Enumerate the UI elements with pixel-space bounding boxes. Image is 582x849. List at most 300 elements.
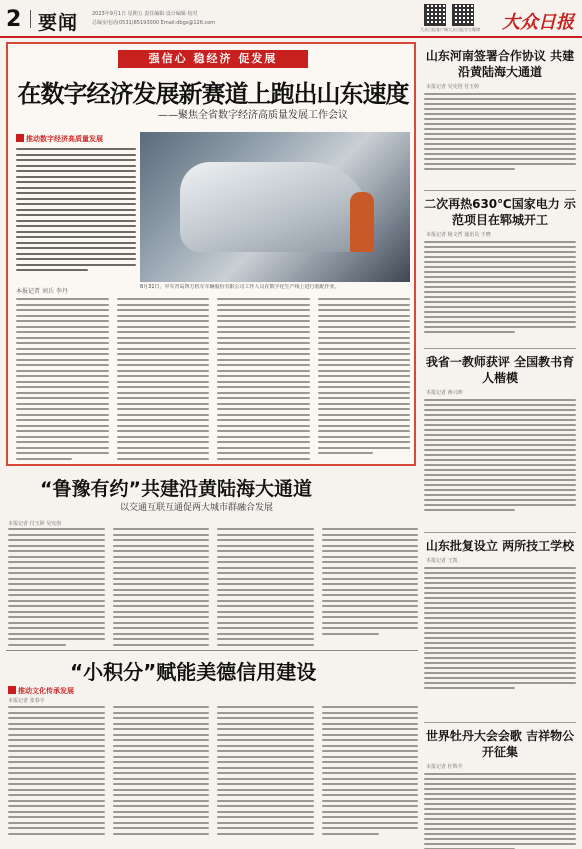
text-line — [424, 637, 576, 639]
text-line — [8, 616, 105, 618]
text-line — [8, 578, 105, 580]
text-line — [8, 605, 105, 607]
text-line — [322, 723, 419, 725]
text-line — [424, 843, 576, 845]
text-line — [113, 778, 210, 780]
text-line — [424, 118, 576, 120]
text-line — [217, 452, 310, 454]
column-divider — [424, 722, 576, 723]
text-line — [424, 123, 576, 125]
text-line — [424, 444, 576, 446]
text-line — [424, 627, 576, 629]
text-line — [424, 612, 576, 614]
text-line — [217, 734, 314, 736]
text-line — [322, 827, 419, 829]
text-line — [424, 291, 576, 293]
text-line — [424, 597, 576, 599]
worker-figure — [350, 192, 374, 252]
text-line — [217, 353, 310, 355]
text-line — [16, 441, 109, 443]
text-line — [424, 803, 576, 805]
text-line — [113, 816, 210, 818]
text-line — [217, 728, 314, 730]
text-line — [318, 425, 411, 427]
text-line — [16, 236, 136, 238]
text-line — [217, 717, 314, 719]
text-line — [424, 469, 576, 471]
editor-note — [16, 148, 136, 278]
text-line — [117, 298, 210, 300]
text-line — [217, 320, 310, 322]
text-line — [113, 600, 210, 602]
text-line — [217, 539, 314, 541]
text-line — [113, 528, 210, 530]
text-line — [8, 811, 105, 813]
body-column — [117, 298, 210, 460]
text-line — [113, 578, 210, 580]
brief-body — [424, 567, 576, 689]
text-line — [424, 499, 576, 501]
text-line — [117, 353, 210, 355]
text-line — [424, 266, 576, 268]
text-line — [424, 108, 576, 110]
text-line — [16, 203, 136, 205]
text-line — [8, 783, 105, 785]
text-line — [424, 246, 576, 248]
text-line — [217, 638, 314, 640]
train-body-image — [180, 162, 370, 252]
text-line — [217, 364, 310, 366]
text-line — [113, 805, 210, 807]
text-line — [424, 813, 576, 815]
text-line — [16, 342, 109, 344]
text-line — [424, 419, 576, 421]
text-line — [424, 617, 576, 619]
text-line — [117, 337, 210, 339]
text-line — [16, 231, 136, 233]
text-line — [318, 452, 374, 454]
text-line — [113, 622, 210, 624]
text-line — [117, 441, 210, 443]
text-line — [16, 209, 136, 211]
body-column — [16, 298, 109, 460]
text-line — [424, 168, 515, 170]
text-line — [322, 578, 419, 580]
text-line — [424, 301, 576, 303]
text-line — [8, 772, 105, 774]
text-line — [318, 309, 411, 311]
text-line — [318, 441, 411, 443]
qr-caption: 大众日报客户端 — [420, 27, 448, 32]
text-line — [16, 392, 109, 394]
text-line — [117, 348, 210, 350]
text-line — [322, 761, 419, 763]
text-line — [16, 436, 109, 438]
text-line — [16, 220, 136, 222]
text-line — [117, 342, 210, 344]
text-line — [424, 281, 576, 283]
text-line — [322, 572, 419, 574]
text-line — [217, 600, 314, 602]
text-line — [16, 359, 109, 361]
page-number: 2 — [6, 7, 22, 32]
text-line — [217, 706, 314, 708]
text-line — [8, 833, 105, 835]
third-headline: “小积分”赋能美德信用建设 — [70, 660, 317, 684]
text-line — [16, 225, 136, 227]
text-line — [322, 561, 419, 563]
text-line — [424, 459, 576, 461]
text-line — [113, 822, 210, 824]
body-column — [113, 528, 210, 650]
page-separator — [30, 10, 31, 28]
tag-square-icon — [8, 686, 16, 694]
text-line — [8, 778, 105, 780]
text-line — [113, 583, 210, 585]
brief-body — [424, 399, 576, 511]
second-byline: 本报记者 付玉婷 吴宪创 — [8, 521, 62, 527]
third-column-tag — [8, 686, 74, 696]
text-line — [318, 375, 411, 377]
text-line — [322, 550, 419, 552]
brief-byline: 本报记者 杨文哲 通讯员 于晓 — [426, 232, 491, 238]
text-line — [113, 534, 210, 536]
text-line — [16, 198, 136, 200]
text-line — [16, 264, 136, 266]
text-line — [424, 103, 576, 105]
text-line — [8, 638, 105, 640]
text-line — [16, 247, 136, 249]
text-line — [16, 181, 136, 183]
brief-byline: 本报记者 蒋兴坤 — [426, 390, 463, 396]
text-line — [318, 392, 411, 394]
text-line — [322, 633, 380, 635]
text-line — [117, 458, 210, 460]
text-line — [318, 408, 411, 410]
text-line — [424, 331, 515, 333]
text-line — [8, 789, 105, 791]
text-line — [322, 706, 419, 708]
text-line — [113, 833, 210, 835]
news-brief — [424, 538, 576, 692]
text-line — [322, 750, 419, 752]
text-line — [8, 745, 105, 747]
news-brief — [424, 728, 576, 849]
text-line — [424, 833, 576, 835]
text-line — [322, 567, 419, 569]
body-column — [322, 706, 419, 842]
text-line — [424, 424, 576, 426]
text-line — [113, 745, 210, 747]
text-line — [113, 589, 210, 591]
text-line — [217, 331, 310, 333]
text-line — [217, 534, 314, 536]
body-column — [217, 298, 310, 460]
text-line — [322, 545, 419, 547]
text-line — [424, 504, 576, 506]
text-line — [16, 320, 109, 322]
text-line — [16, 309, 109, 311]
text-line — [424, 296, 576, 298]
text-line — [16, 214, 136, 216]
text-line — [322, 805, 419, 807]
text-line — [113, 545, 210, 547]
text-line — [217, 561, 314, 563]
text-line — [424, 399, 576, 401]
text-line — [424, 592, 576, 594]
text-line — [117, 452, 210, 454]
text-line — [16, 170, 136, 172]
text-line — [16, 452, 109, 454]
text-line — [217, 304, 310, 306]
text-line — [424, 582, 576, 584]
text-line — [424, 133, 576, 135]
text-line — [322, 816, 419, 818]
text-line — [322, 589, 419, 591]
text-line — [113, 638, 210, 640]
text-line — [16, 353, 109, 355]
text-line — [424, 632, 576, 634]
text-line — [8, 561, 105, 563]
text-line — [8, 545, 105, 547]
brief-title: 世界牡丹大会会歌 吉祥物公开征集 — [425, 729, 575, 759]
text-line — [217, 644, 314, 646]
text-line — [8, 567, 105, 569]
text-line — [113, 761, 210, 763]
text-line — [322, 539, 419, 541]
qr-code-icon — [452, 4, 474, 26]
text-line — [113, 567, 210, 569]
text-line — [424, 163, 576, 165]
text-line — [322, 605, 419, 607]
text-line — [117, 419, 210, 421]
text-line — [318, 298, 411, 300]
text-line — [16, 326, 109, 328]
text-line — [117, 364, 210, 366]
text-line — [424, 587, 576, 589]
text-line — [113, 783, 210, 785]
text-line — [217, 761, 314, 763]
news-brief — [424, 196, 576, 336]
text-line — [217, 381, 310, 383]
text-line — [113, 556, 210, 558]
text-line — [8, 622, 105, 624]
text-line — [322, 616, 419, 618]
text-line — [8, 739, 105, 741]
second-article-body — [8, 528, 418, 650]
text-line — [217, 712, 314, 714]
text-line — [424, 798, 576, 800]
text-line — [217, 622, 314, 624]
text-line — [217, 822, 314, 824]
text-line — [424, 823, 576, 825]
text-line — [217, 528, 314, 530]
text-line — [217, 403, 310, 405]
text-line — [16, 298, 109, 300]
text-line — [113, 756, 210, 758]
section-divider — [6, 650, 418, 651]
text-line — [8, 723, 105, 725]
text-line — [113, 561, 210, 563]
text-line — [217, 827, 314, 829]
brief-title: 山东批复设立 两所技工学校 — [425, 539, 575, 553]
second-headline: “鲁豫有约”共建沿黄陆海大通道 — [40, 478, 312, 500]
text-line — [217, 772, 314, 774]
text-line — [16, 370, 109, 372]
text-line — [16, 187, 136, 189]
text-line — [322, 627, 419, 629]
body-column — [217, 706, 314, 842]
brief-byline: 本报记者 王凯 — [426, 558, 458, 564]
column-divider — [424, 190, 576, 191]
text-line — [318, 320, 411, 322]
text-line — [113, 728, 210, 730]
text-line — [322, 583, 419, 585]
text-line — [318, 364, 411, 366]
text-line — [424, 326, 576, 328]
text-line — [322, 734, 419, 736]
text-line — [217, 811, 314, 813]
text-line — [322, 778, 419, 780]
text-line — [16, 419, 109, 421]
text-line — [117, 386, 210, 388]
text-line — [117, 414, 210, 416]
text-line — [424, 667, 576, 669]
text-line — [217, 556, 314, 558]
text-line — [8, 756, 105, 758]
text-line — [113, 706, 210, 708]
brief-body — [424, 773, 576, 849]
contact-meta: 总编室电话(0531)85193000 Email:dbgs@126.com — [92, 20, 216, 26]
masthead — [0, 0, 582, 38]
text-line — [217, 794, 314, 796]
text-line — [16, 447, 109, 449]
text-line — [8, 644, 66, 646]
text-line — [8, 822, 105, 824]
text-line — [16, 242, 136, 244]
text-line — [322, 833, 380, 835]
text-line — [424, 793, 576, 795]
text-line — [217, 833, 314, 835]
text-line — [318, 436, 411, 438]
text-line — [322, 767, 419, 769]
text-line — [16, 176, 136, 178]
edition-meta: 2023年9月1日 星期五 责任编辑 设计编辑 校对 — [92, 11, 198, 17]
text-line — [318, 386, 411, 388]
text-line — [322, 528, 419, 530]
text-line — [113, 750, 210, 752]
text-line — [217, 326, 310, 328]
text-line — [8, 611, 105, 613]
section-title: 要闻 — [38, 12, 79, 34]
text-line — [318, 419, 411, 421]
text-line — [318, 348, 411, 350]
third-article-body — [8, 706, 418, 842]
text-line — [113, 712, 210, 714]
third-tag-label: 推动文化传承发展 — [18, 687, 74, 695]
text-line — [424, 657, 576, 659]
text-line — [217, 408, 310, 410]
text-line — [113, 794, 210, 796]
text-line — [117, 315, 210, 317]
text-line — [16, 425, 109, 427]
text-line — [217, 392, 310, 394]
text-line — [424, 148, 576, 150]
text-line — [8, 750, 105, 752]
column-tag-label: 推动数字经济高质量发展 — [26, 135, 103, 143]
text-line — [217, 616, 314, 618]
text-line — [217, 745, 314, 747]
text-line — [113, 739, 210, 741]
text-line — [322, 717, 419, 719]
body-column — [8, 528, 105, 650]
feature-article — [6, 42, 416, 466]
text-line — [424, 429, 576, 431]
text-line — [16, 403, 109, 405]
brief-title: 山东河南签署合作协议 共建沿黄陆海大通道 — [425, 49, 575, 79]
text-line — [217, 611, 314, 613]
text-line — [16, 458, 72, 460]
text-line — [424, 241, 576, 243]
text-line — [424, 128, 576, 130]
text-line — [424, 454, 576, 456]
text-line — [8, 550, 105, 552]
text-line — [217, 348, 310, 350]
text-line — [424, 572, 576, 574]
text-line — [8, 589, 105, 591]
text-line — [322, 594, 419, 596]
feature-photo — [140, 132, 410, 282]
text-line — [217, 315, 310, 317]
text-line — [424, 672, 576, 674]
body-column — [322, 528, 419, 650]
text-line — [217, 567, 314, 569]
text-line — [322, 556, 419, 558]
text-line — [16, 154, 136, 156]
text-line — [16, 381, 109, 383]
text-line — [113, 539, 210, 541]
text-line — [217, 359, 310, 361]
text-line — [113, 605, 210, 607]
text-line — [117, 304, 210, 306]
text-line — [424, 783, 576, 785]
text-line — [217, 550, 314, 552]
text-line — [217, 750, 314, 752]
text-line — [322, 783, 419, 785]
body-column — [318, 298, 411, 460]
text-line — [322, 811, 419, 813]
feature-subhead: ——聚焦全省数字经济高质量发展工作会议 — [158, 110, 348, 121]
text-line — [424, 474, 576, 476]
text-line — [217, 572, 314, 574]
text-line — [113, 789, 210, 791]
tag-square-icon — [16, 134, 24, 142]
text-line — [113, 633, 210, 635]
text-line — [322, 712, 419, 714]
text-line — [217, 723, 314, 725]
text-line — [117, 375, 210, 377]
text-line — [217, 430, 310, 432]
text-line — [318, 326, 411, 328]
text-line — [16, 165, 136, 167]
text-line — [113, 800, 210, 802]
text-line — [322, 772, 419, 774]
text-line — [16, 430, 109, 432]
brief-body — [424, 241, 576, 333]
column-divider — [424, 532, 576, 533]
text-line — [318, 403, 411, 405]
text-line — [424, 98, 576, 100]
